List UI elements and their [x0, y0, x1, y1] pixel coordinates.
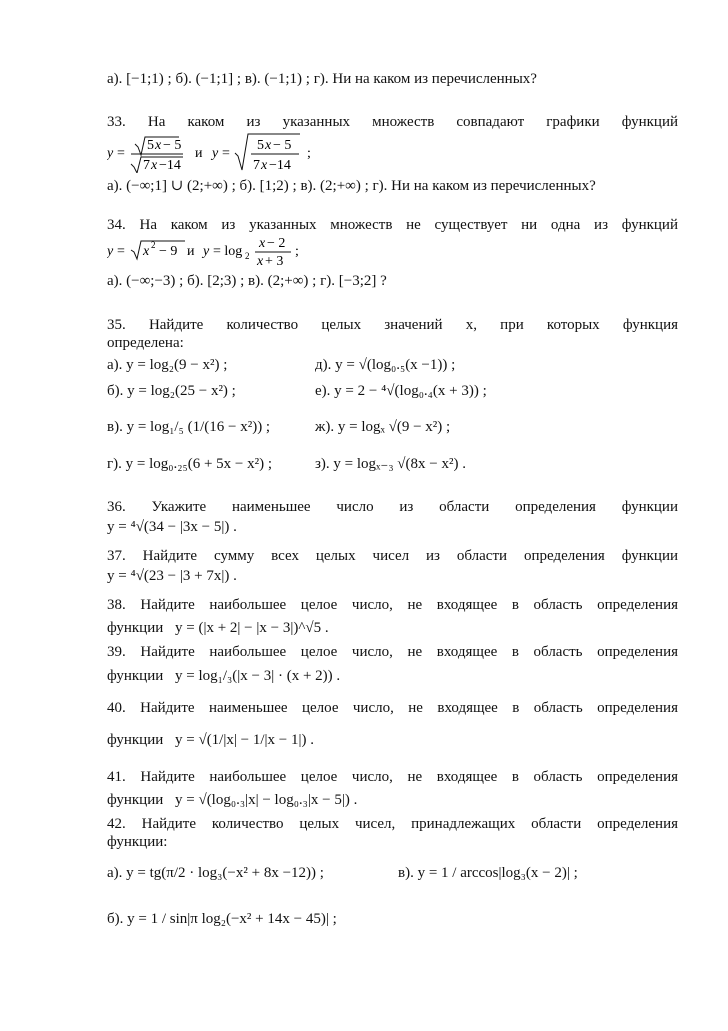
svg-text:y: y: [203, 244, 210, 259]
q40-text: 40. Найдите наименьшее целое число, не входящее в область определения: [107, 700, 678, 716]
svg-text:− 2: − 2: [267, 236, 286, 251]
q35-option-z: з). y = logₓ₋₃ √(8x − x²) .: [315, 456, 466, 472]
q33-formula: [107, 133, 678, 173]
q35-option-e: е). y = 2 − ⁴√(log₀.₄(x + 3)) ;: [315, 383, 487, 399]
q34-formula: [107, 235, 678, 269]
q42-option-a: а). y = tg(π/2 · log₃(−x² + 8x −12)) ;: [107, 865, 324, 881]
svg-text:y: y: [107, 146, 114, 161]
svg-text:x: x: [261, 158, 268, 173]
q38-formula: y = (|x + 2| − |x − 3|)^√5 .: [175, 620, 329, 636]
svg-text:2: 2: [151, 240, 156, 250]
svg-text:x: x: [259, 236, 266, 251]
q39-formula: y = log₁/₃(|x − 3| · (x + 2)) .: [175, 668, 341, 684]
svg-text:;: ;: [295, 244, 299, 259]
q33-options: а). (−∞;1] ∪ (2;+∞) ; б). [1;2) ; в). (2;+∞) ; г). Ни на каком из перечисленных?: [107, 178, 596, 194]
svg-text:− 5: − 5: [273, 138, 292, 153]
q33-text: 33. На каком из указанных множеств совпадают графики функций: [107, 114, 678, 130]
svg-text:−14: −14: [269, 158, 291, 173]
q41-label: функции: [107, 792, 164, 808]
q40-formula: y = √(1/|x| − 1/|x − 1|) .: [175, 732, 314, 748]
svg-text:5: 5: [257, 138, 264, 153]
q36-formula: y = ⁴√(34 − |3x − 5|) .: [107, 519, 237, 535]
svg-text:x: x: [143, 244, 150, 259]
q35-option-zh: ж). y = logₓ √(9 − x²) ;: [315, 419, 451, 435]
svg-text:=: =: [222, 146, 230, 161]
q40-line2: [107, 731, 678, 749]
q38-text: 38. Найдите наибольшее целое число, не входящее в область определения: [107, 597, 678, 613]
q41-text: 41. Найдите наибольшее целое число, не входящее в область определения: [107, 769, 678, 785]
q35-text2: определена:: [107, 335, 184, 351]
svg-text:x: x: [257, 254, 264, 269]
svg-text:− 5: − 5: [163, 138, 182, 153]
svg-text:= log: = log: [213, 244, 243, 259]
q35-option-a: а). y = log₂(9 − x²) ;: [107, 357, 228, 373]
svg-text:=: =: [117, 146, 125, 161]
svg-text:5: 5: [147, 138, 154, 153]
svg-text:7: 7: [253, 158, 260, 173]
q36-text: 36. Укажите наименьшее число из области определения функции: [107, 499, 678, 515]
svg-text:x: x: [265, 138, 272, 153]
q37-text: 37. Найдите сумму всех целых чисел из области определения функции: [107, 548, 678, 564]
svg-text:=: =: [117, 244, 125, 259]
svg-text:−14: −14: [159, 158, 181, 173]
q41-formula: y = √(log₀.₃|x| − log₀.₃|x − 5|) .: [175, 792, 358, 808]
svg-text:7: 7: [143, 158, 150, 173]
q32-options: а). [−1;1) ; б). (−1;1] ; в). (−1;1) ; г). Ни на каком из перечисленных?: [107, 71, 537, 87]
svg-text:− 9: − 9: [159, 244, 178, 259]
q34-options: а). (−∞;−3) ; б). [2;3) ; в). (2;+∞) ; г). [−3;2] ?: [107, 273, 387, 289]
q39-line2: [107, 667, 678, 685]
q41-line2: [107, 791, 678, 809]
q37-formula: y = ⁴√(23 − |3 + 7x|) .: [107, 568, 237, 584]
svg-text:y: y: [212, 146, 219, 161]
q34-text: 34. На каком из указанных множеств не существует ни одна из функций: [107, 217, 678, 233]
svg-text:и: и: [187, 244, 195, 259]
q39-text: 39. Найдите наибольшее целое число, не входящее в область определения: [107, 644, 678, 660]
svg-text:2: 2: [245, 251, 250, 261]
svg-text:;: ;: [307, 146, 311, 161]
q35-text: 35. Найдите количество целых значений x, при которых функция: [107, 317, 678, 333]
svg-text:x: x: [151, 158, 158, 173]
svg-text:+ 3: + 3: [265, 254, 284, 269]
q40-label: функции: [107, 732, 164, 748]
q38-label: функции: [107, 620, 164, 636]
svg-text:и: и: [195, 146, 203, 161]
q42-text: 42. Найдите количество целых чисел, принадлежащих области определения: [107, 816, 678, 832]
q35-option-g: г). y = log₀.₂₅(6 + 5x − x²) ;: [107, 456, 273, 472]
q42-option-v: в). y = 1 / arccos|log₃(x − 2)| ;: [398, 865, 578, 881]
q35-option-v: в). y = log₁/₅ (1/(16 − x²)) ;: [107, 419, 271, 435]
q42-option-b: б). y = 1 / sin|π log₂(−x² + 14x − 45)| ;: [107, 911, 337, 927]
q35-option-d: д). y = √(log₀.₅(x −1)) ;: [315, 357, 456, 373]
q38-line2: [107, 619, 678, 637]
q39-label: функции: [107, 668, 164, 684]
q42-text2: функции:: [107, 834, 168, 850]
q35-option-b: б). y = log₂(25 − x²) ;: [107, 383, 236, 399]
svg-text:y: y: [107, 244, 114, 259]
svg-text:x: x: [155, 138, 162, 153]
